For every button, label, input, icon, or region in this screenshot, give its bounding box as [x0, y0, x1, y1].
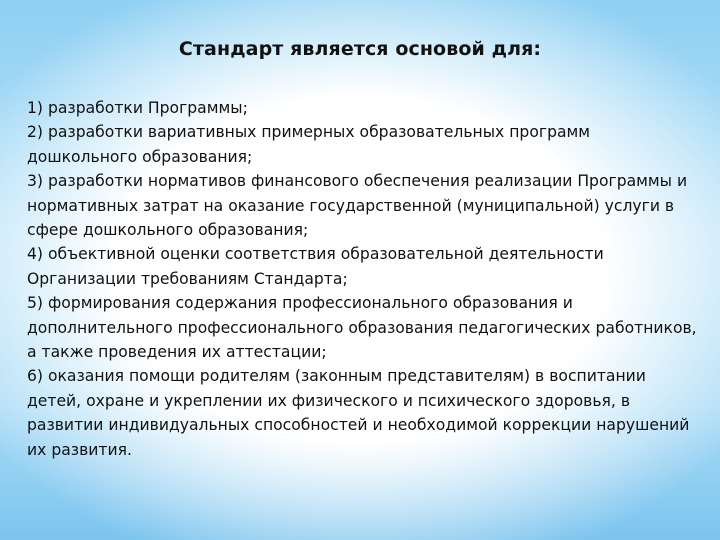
list-item-1: 1) разработки Программы;	[27, 99, 248, 117]
list-item-2: 2) разработки вариативных примерных образовательных программ дошкольного образования;	[27, 123, 591, 166]
slide-title: Стандарт является основой для:	[178, 38, 542, 60]
list-item-4: 4) объективной оценки соответствия образовательной деятельности Организации требованиям Стандарта;	[27, 245, 604, 288]
list-item-3: 3) разработки нормативов финансового обеспечения реализации Программы и нормативных затрат на оказание государственной (муниципальной) услуги в сфере дошкольного образования;	[27, 172, 688, 240]
slide-body	[27, 96, 697, 462]
list-item-6: 6) оказания помощи родителям (законным представителям) в воспитании детей, охране и укреплении их физического и психического здоровья, в развитии индивидуальных способностей и необходимой коррекции нарушений их развития.	[27, 367, 690, 459]
list-item-5: 5) формирования содержания профессионального образования и дополнительного профессионального образования педагогических работников, а также проведения их аттестации;	[27, 294, 697, 362]
